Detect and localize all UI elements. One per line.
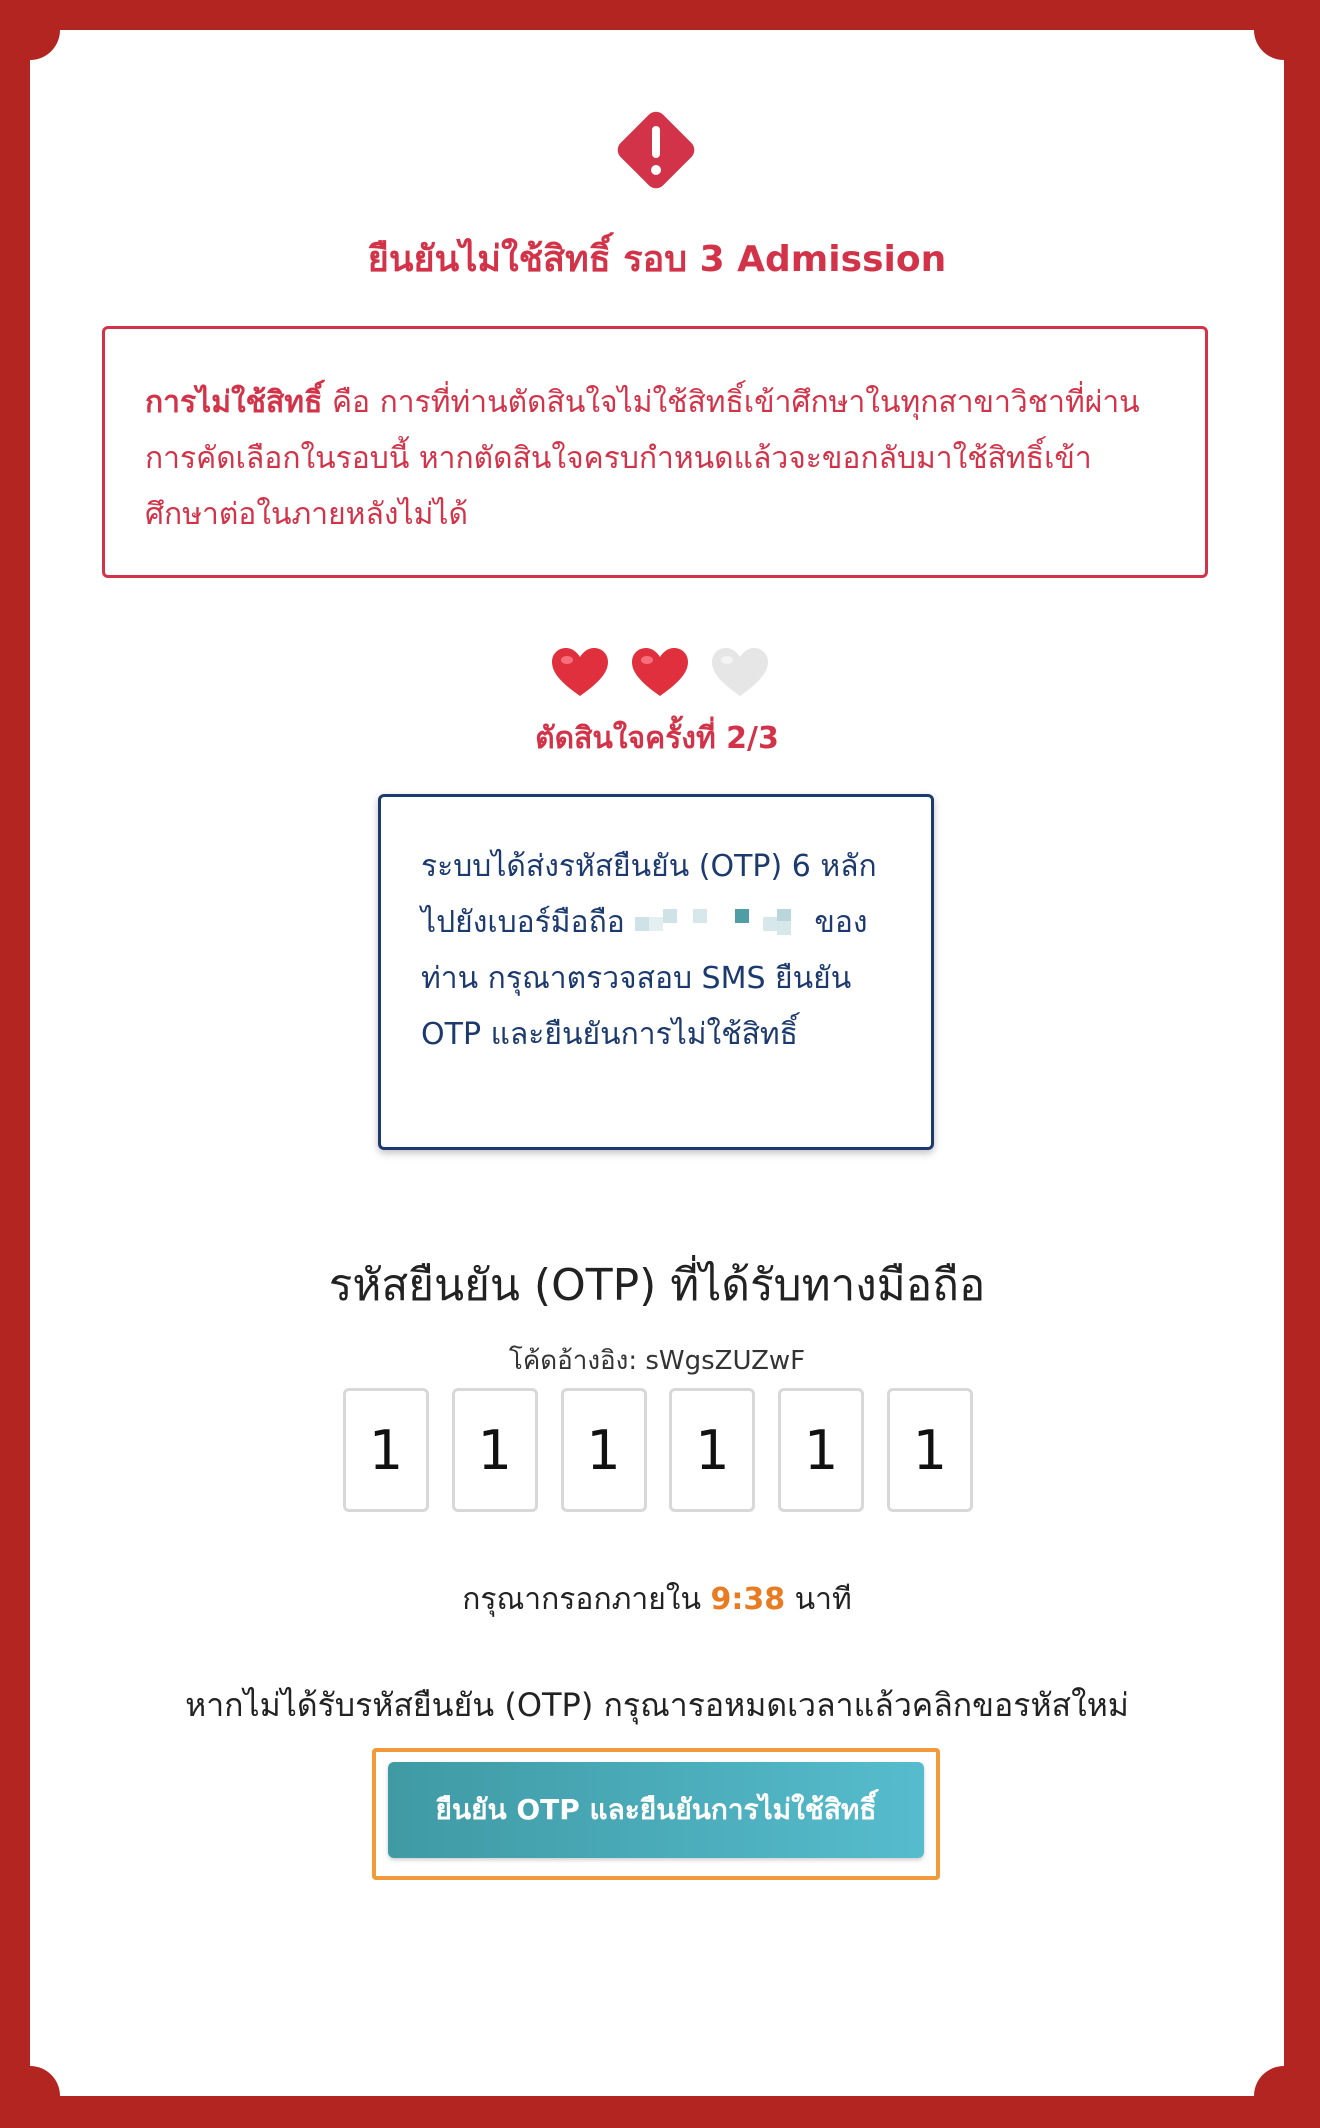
heart-empty-icon (710, 646, 770, 700)
modal-card (30, 30, 1284, 2096)
info-term: การไม่ใช้สิทธิ์ (145, 385, 323, 420)
page-title: ยืนยันไม่ใช้สิทธิ์ รอบ 3 Admission (367, 239, 947, 280)
corner-notch (0, 0, 60, 60)
heart-icon (550, 646, 610, 700)
countdown-timer (30, 1576, 1284, 1623)
confirm-otp-button[interactable]: ยืนยัน OTP และยืนยันการไม่ใช้สิทธิ์ (388, 1762, 924, 1858)
otp-digit-input[interactable]: 1 (778, 1388, 864, 1512)
resend-note: หากไม่ได้รับรหัสยืนยัน (OTP) กรุณารอหมดเวลาแล้วคลิกขอรหัสใหม่ (185, 1686, 1129, 1724)
otp-digit-input[interactable]: 1 (561, 1388, 647, 1512)
reference-code: โค้ดอ้างอิง: sWgsZUZwF (508, 1346, 806, 1376)
attempt-hearts (550, 646, 770, 702)
info-description: คือ การที่ท่านตัดสินใจไม่ใช้สิทธิ์เข้าศึกษาในทุกสาขาวิชาที่ผ่านการคัดเลือกในรอบนี้ หากตัดสินใจครบกำหนดแล้วจะขอกลับมาใช้สิทธิ์เข้าศึกษาต่อในภายหลังไม่ได้ (145, 385, 1140, 532)
corner-notch (1254, 2066, 1314, 2126)
timer-value: 9:38 (710, 1582, 786, 1617)
sms-notice-box (378, 794, 934, 1150)
masked-phone-number (635, 909, 805, 939)
otp-heading: รหัสยืนยัน (OTP) ที่ได้รับทางมือถือ (328, 1260, 986, 1311)
info-box (102, 326, 1208, 578)
sms-notice-text: ระบบได้ส่งรหัสยืนยัน (OTP) 6 หลัก ไปยังเบอร์มือถือ (421, 849, 877, 940)
otp-digit-input[interactable]: 1 (343, 1388, 429, 1512)
otp-digit-input[interactable]: 1 (887, 1388, 973, 1512)
attempt-label: ตัดสินใจครั้งที่ 2/3 (535, 721, 779, 756)
otp-input-group (343, 1388, 973, 1514)
timer-prefix: กรุณากรอกภายใน (462, 1582, 711, 1617)
otp-digit-input[interactable]: 1 (669, 1388, 755, 1512)
corner-notch (1254, 0, 1314, 60)
corner-notch (0, 2066, 60, 2126)
heart-icon (630, 646, 690, 700)
timer-suffix: นาที (785, 1582, 852, 1617)
otp-digit-input[interactable]: 1 (452, 1388, 538, 1512)
sms-notice-text: ของท่าน กรุณาตรวจสอบ SMS ยืนยัน OTP และยืนยันการไม่ใช้สิทธิ์ (421, 905, 868, 1052)
warning-icon (610, 104, 702, 196)
